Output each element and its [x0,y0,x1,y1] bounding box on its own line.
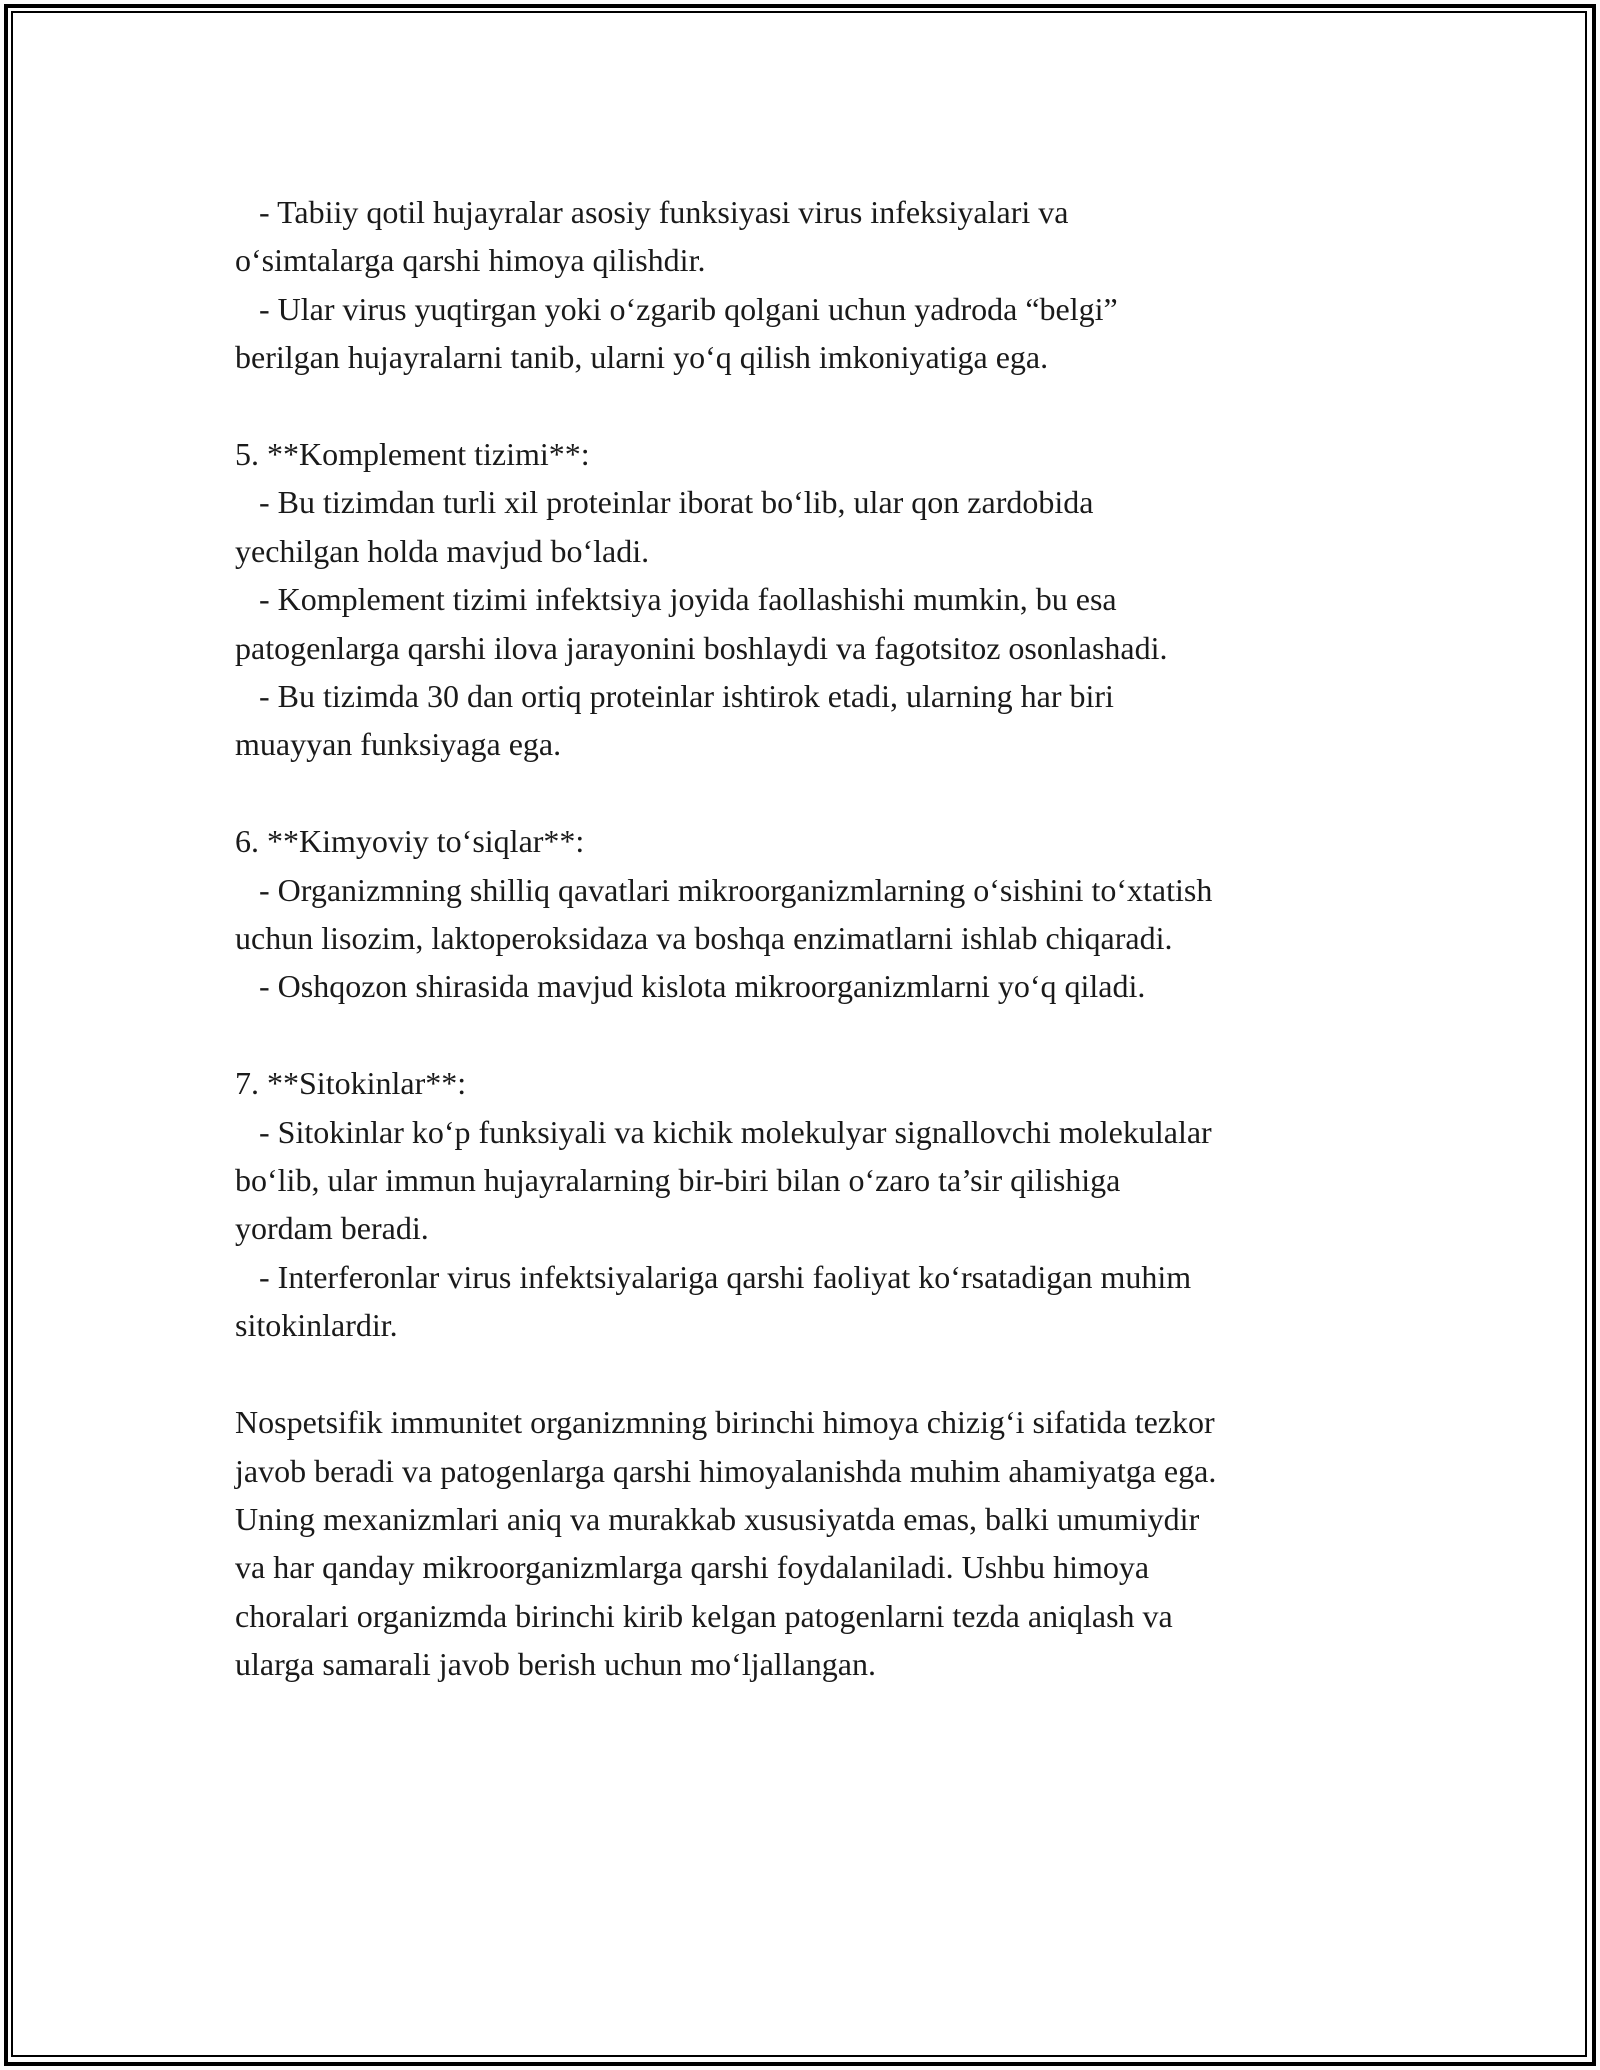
paragraph-stomach-acid: - Oshqozon shirasida mavjud kislota mikroorganizmlarni yo‘q qiladi. [235,968,1146,1005]
paragraph-gap [235,1350,1375,1398]
paragraph-gap [235,382,1375,430]
paragraph-nk-cells-recognition: - Ular virus yuqtirgan yoki o‘zgarib qolgani uchun yadroda “belgi” berilgan hujayralarni tanib, ularni yo‘q qilish imkoniyatiga ega. [235,290,1118,376]
paragraph-complement-proteins: - Bu tizimdan turli xil proteinlar iborat bo‘lib, ular qon zardobida yechilgan holda mavjud bo‘ladi. [235,484,1094,569]
paragraph-interferons: - Interferonlar virus infektsiyalariga qarshi faoliyat ko‘rsatadigan muhim sitokinlardir. [235,1258,1192,1344]
paragraph-gap [235,769,1375,817]
paragraph-cytokines-function: - Sitokinlar ko‘p funksiyali va kichik molekulyar signallovchi molekulalar bo‘lib, ular immun hujayralarning bir-biri bilan o‘zaro ta’sir qilishiga yordam beradi. [235,1113,1212,1247]
section-heading-chemical-barriers: 6. **Kimyoviy to‘siqlar**: [235,823,585,860]
paragraph-conclusion: Nospetsifik immunitet organizmning birinchi himoya chizig‘i sifatida tezkor javob beradi va patogenlarga qarshi himoyalanishda muhim ahamiyatga ega. Uning mexanizmlari aniq va murakkab xususiyatda emas, balki umumiydir va har qanday mikroorganizmlarga qarshi foydalaniladi. Ushbu himoya choralari organizmda birinchi kirib kelgan patogenlarni tezda aniqlash va ularga samarali javob berish uchun mo‘ljallangan. [235,1404,1217,1683]
section-heading-complement: 5. **Komplement tizimi**: [235,436,590,473]
paragraph-mucous-enzymes: - Organizmning shilliq qavatlari mikroorganizmlarning o‘sishini to‘xtatish uchun lisozim, laktoperoksidaza va boshqa enzimatlarni ishlab chiqaradi. [235,871,1213,957]
paragraph-complement-activation: - Komplement tizimi infektsiya joyida faollashishi mumkin, bu esa patogenlarga qarshi ilova jarayonini boshlaydi va fagotsitoz osonlashadi. [235,581,1168,666]
paragraph-complement-count: - Bu tizimda 30 dan ortiq proteinlar ishtirok etadi, ularning har biri muayyan funksiyaga ega. [235,678,1114,763]
section-heading-cytokines: 7. **Sitokinlar**: [235,1065,467,1102]
paragraph-gap [235,1011,1375,1059]
paragraph-nk-cells-function: - Tabiiy qotil hujayralar asosiy funksiyasi virus infeksiyalari va o‘simtalarga qarshi himoya qilishdir. [235,194,1069,279]
document-body [235,188,1375,1689]
